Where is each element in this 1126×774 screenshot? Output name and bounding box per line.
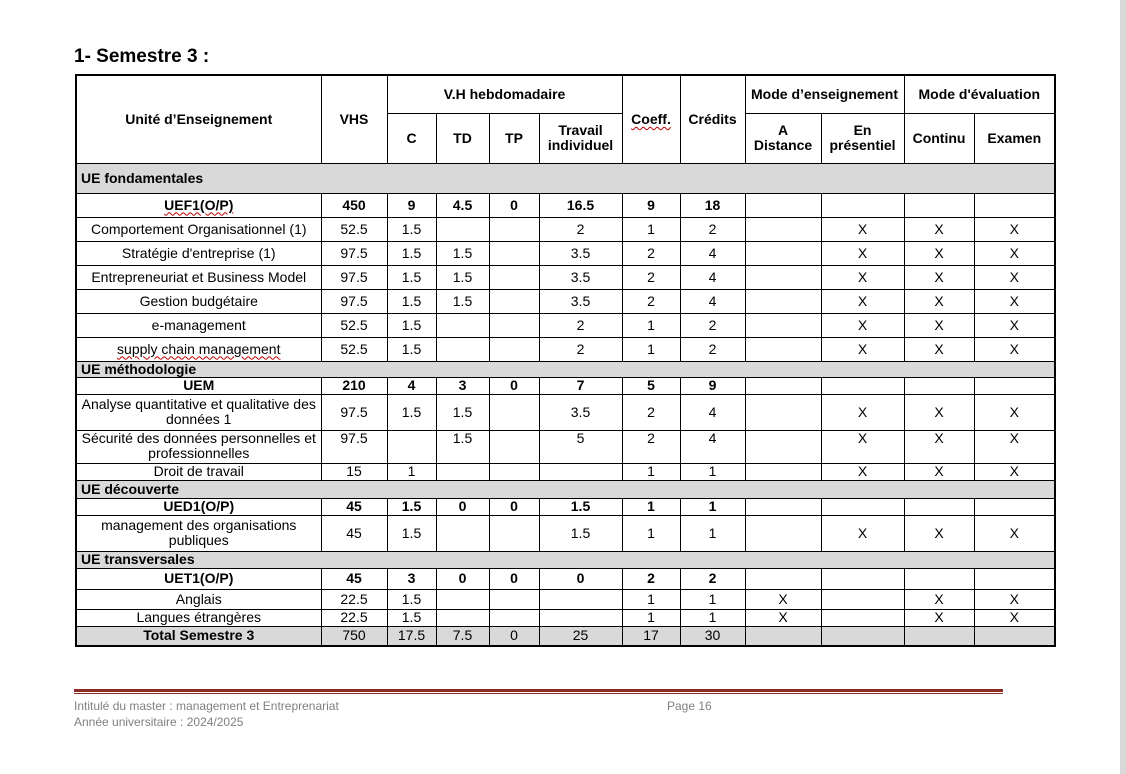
cell-credits: 4: [680, 265, 745, 289]
cell-c: 1.5: [387, 313, 436, 337]
cell-examen: X: [974, 265, 1055, 289]
cell-c: 1.5: [387, 609, 436, 626]
row-label: [76, 193, 321, 217]
row-label: Analyse quantitative et qualitative des données 1: [76, 394, 321, 430]
header-td: TD: [436, 113, 489, 163]
cell-examen: [974, 498, 1055, 515]
cell-credits: 18: [680, 193, 745, 217]
category-row: [76, 361, 1055, 377]
cell-td: [436, 589, 489, 609]
cell-travail: [539, 589, 622, 609]
cell-a-distance: [745, 430, 821, 463]
cell-continu: X: [904, 609, 974, 626]
cell-credits: 1: [680, 589, 745, 609]
cell-vhs: 750: [321, 626, 387, 646]
cell-en-presentiel: X: [821, 430, 904, 463]
cell-en-presentiel: [821, 568, 904, 589]
table-row: [76, 589, 1055, 609]
cell-continu: X: [904, 589, 974, 609]
cell-tp: [489, 313, 539, 337]
cell-td: 1.5: [436, 289, 489, 313]
cell-examen: X: [974, 313, 1055, 337]
cell-a-distance: [745, 498, 821, 515]
cell-credits: 1: [680, 515, 745, 551]
cell-c: 4: [387, 377, 436, 394]
cell-vhs: 52.5: [321, 217, 387, 241]
category-row: [76, 480, 1055, 498]
cell-coeff: 5: [622, 377, 680, 394]
cell-tp: 0: [489, 568, 539, 589]
cell-travail: 1.5: [539, 515, 622, 551]
cell-continu: X: [904, 515, 974, 551]
cell-continu: X: [904, 337, 974, 361]
cell-travail: [539, 609, 622, 626]
cell-tp: 0: [489, 193, 539, 217]
cell-td: 1.5: [436, 394, 489, 430]
cell-td: 1.5: [436, 241, 489, 265]
cell-examen: X: [974, 217, 1055, 241]
cell-td: [436, 337, 489, 361]
category-label: UE découverte: [76, 480, 1055, 498]
header-vh-hebdo: V.H hebdomadaire: [387, 75, 622, 113]
cell-coeff: 2: [622, 568, 680, 589]
cell-vhs: 52.5: [321, 337, 387, 361]
cell-vhs: 22.5: [321, 589, 387, 609]
cell-tp: [489, 430, 539, 463]
header-examen: Examen: [974, 113, 1055, 163]
cell-travail: [539, 463, 622, 480]
cell-credits: 1: [680, 498, 745, 515]
table-row: [76, 498, 1055, 515]
cell-tp: [489, 394, 539, 430]
header-credits: Crédits: [680, 75, 745, 163]
footer-academic-year: Année universitaire : 2024/2025: [74, 715, 244, 729]
cell-td: 7.5: [436, 626, 489, 646]
cell-coeff: 1: [622, 337, 680, 361]
cell-c: 3: [387, 568, 436, 589]
header-tp: TP: [489, 113, 539, 163]
cell-tp: 0: [489, 498, 539, 515]
total-row: [76, 626, 1055, 646]
row-label: Stratégie d'entreprise (1): [76, 241, 321, 265]
cell-continu: X: [904, 463, 974, 480]
cell-credits: 2: [680, 337, 745, 361]
table-body: [76, 163, 1055, 646]
cell-a-distance: X: [745, 609, 821, 626]
cell-credits: 4: [680, 289, 745, 313]
cell-travail: 1.5: [539, 498, 622, 515]
row-label-text: UEF1(O/P): [164, 196, 234, 213]
cell-examen: [974, 626, 1055, 646]
footer-page-number: Page 16: [667, 699, 712, 713]
cell-travail: 5: [539, 430, 622, 463]
cell-en-presentiel: X: [821, 337, 904, 361]
category-label: UE méthodologie: [76, 361, 1055, 377]
header-coeff: [622, 75, 680, 163]
cell-examen: X: [974, 515, 1055, 551]
row-label: Droit de travail: [76, 463, 321, 480]
cell-continu: [904, 568, 974, 589]
cell-td: 4.5: [436, 193, 489, 217]
cell-continu: X: [904, 265, 974, 289]
row-label: Anglais: [76, 589, 321, 609]
table-row: [76, 609, 1055, 626]
cell-coeff: 9: [622, 193, 680, 217]
semester-table: [75, 74, 1056, 647]
cell-a-distance: [745, 241, 821, 265]
cell-coeff: 17: [622, 626, 680, 646]
table-row: [76, 241, 1055, 265]
cell-vhs: 15: [321, 463, 387, 480]
header-continu: Continu: [904, 113, 974, 163]
cell-a-distance: [745, 265, 821, 289]
row-label: Comportement Organisationnel (1): [76, 217, 321, 241]
cell-c: 1.5: [387, 394, 436, 430]
cell-continu: X: [904, 394, 974, 430]
cell-vhs: 97.5: [321, 241, 387, 265]
cell-continu: [904, 498, 974, 515]
cell-examen: X: [974, 589, 1055, 609]
cell-a-distance: [745, 626, 821, 646]
table-row: [76, 217, 1055, 241]
table-row: [76, 193, 1055, 217]
cell-coeff: 1: [622, 515, 680, 551]
cell-tp: [489, 241, 539, 265]
cell-vhs: 450: [321, 193, 387, 217]
cell-continu: [904, 193, 974, 217]
category-row: [76, 163, 1055, 193]
page-edge: [1120, 0, 1126, 774]
cell-coeff: 1: [622, 498, 680, 515]
cell-travail: 7: [539, 377, 622, 394]
cell-a-distance: [745, 463, 821, 480]
cell-en-presentiel: [821, 626, 904, 646]
cell-en-presentiel: X: [821, 265, 904, 289]
cell-vhs: 22.5: [321, 609, 387, 626]
cell-coeff: 1: [622, 463, 680, 480]
cell-en-presentiel: X: [821, 217, 904, 241]
cell-tp: [489, 337, 539, 361]
row-label: Gestion budgétaire: [76, 289, 321, 313]
cell-c: 17.5: [387, 626, 436, 646]
row-label: UET1(O/P): [76, 568, 321, 589]
cell-a-distance: [745, 217, 821, 241]
cell-coeff: 1: [622, 313, 680, 337]
cell-coeff: 2: [622, 289, 680, 313]
row-label: Sécurité des données personnelles et professionnelles: [76, 430, 321, 463]
cell-coeff: 1: [622, 217, 680, 241]
cell-tp: 0: [489, 626, 539, 646]
cell-continu: [904, 377, 974, 394]
cell-c: 9: [387, 193, 436, 217]
cell-a-distance: [745, 289, 821, 313]
cell-en-presentiel: [821, 609, 904, 626]
cell-td: [436, 217, 489, 241]
cell-travail: 25: [539, 626, 622, 646]
cell-a-distance: [745, 394, 821, 430]
cell-continu: X: [904, 289, 974, 313]
cell-en-presentiel: [821, 589, 904, 609]
cell-a-distance: [745, 193, 821, 217]
cell-coeff: 1: [622, 589, 680, 609]
cell-c: 1: [387, 463, 436, 480]
cell-tp: [489, 217, 539, 241]
cell-tp: [489, 463, 539, 480]
cell-travail: 0: [539, 568, 622, 589]
cell-vhs: 45: [321, 568, 387, 589]
cell-td: 0: [436, 498, 489, 515]
cell-tp: [489, 289, 539, 313]
cell-tp: 0: [489, 377, 539, 394]
cell-vhs: 97.5: [321, 265, 387, 289]
row-label: management des organisations publiques: [76, 515, 321, 551]
row-label: Entrepreneuriat et Business Model: [76, 265, 321, 289]
cell-credits: 4: [680, 394, 745, 430]
footer-rule-thin: [74, 693, 1003, 694]
cell-a-distance: X: [745, 589, 821, 609]
table-row: [76, 515, 1055, 551]
category-row: [76, 551, 1055, 568]
category-label: UE transversales: [76, 551, 1055, 568]
cell-examen: [974, 568, 1055, 589]
row-label: [76, 337, 321, 361]
cell-tp: [489, 265, 539, 289]
cell-td: [436, 609, 489, 626]
cell-examen: X: [974, 337, 1055, 361]
cell-coeff: 2: [622, 265, 680, 289]
cell-td: 1.5: [436, 265, 489, 289]
row-label: Langues étrangères: [76, 609, 321, 626]
cell-en-presentiel: X: [821, 463, 904, 480]
cell-continu: X: [904, 241, 974, 265]
cell-c: 1.5: [387, 265, 436, 289]
cell-credits: 1: [680, 609, 745, 626]
cell-examen: X: [974, 430, 1055, 463]
cell-examen: X: [974, 241, 1055, 265]
cell-travail: 3.5: [539, 289, 622, 313]
cell-vhs: 45: [321, 515, 387, 551]
cell-travail: 2: [539, 337, 622, 361]
cell-travail: 2: [539, 313, 622, 337]
cell-travail: 3.5: [539, 394, 622, 430]
cell-continu: [904, 626, 974, 646]
header-coeff-text: Coeff.: [631, 110, 671, 127]
header-mode-enseignement: Mode d’enseignement: [745, 75, 904, 113]
table-row: [76, 377, 1055, 394]
cell-a-distance: [745, 515, 821, 551]
cell-en-presentiel: X: [821, 313, 904, 337]
cell-a-distance: [745, 377, 821, 394]
cell-credits: 4: [680, 241, 745, 265]
row-label: e-management: [76, 313, 321, 337]
footer-master-title: Intitulé du master : management et Entreprenariat: [74, 699, 339, 713]
cell-td: 0: [436, 568, 489, 589]
cell-en-presentiel: X: [821, 289, 904, 313]
cell-credits: 2: [680, 568, 745, 589]
cell-c: 1.5: [387, 515, 436, 551]
cell-coeff: 2: [622, 394, 680, 430]
cell-tp: [489, 515, 539, 551]
cell-examen: X: [974, 463, 1055, 480]
row-label: Total Semestre 3: [76, 626, 321, 646]
cell-c: 1.5: [387, 241, 436, 265]
header-vhs: VHS: [321, 75, 387, 163]
footer-rule: [74, 689, 1003, 692]
cell-credits: 9: [680, 377, 745, 394]
cell-vhs: 45: [321, 498, 387, 515]
cell-td: 1.5: [436, 430, 489, 463]
cell-examen: X: [974, 289, 1055, 313]
category-label: UE fondamentales: [76, 163, 1055, 193]
cell-c: 1.5: [387, 498, 436, 515]
cell-td: [436, 463, 489, 480]
table-row: [76, 289, 1055, 313]
cell-en-presentiel: X: [821, 394, 904, 430]
table-row: [76, 463, 1055, 480]
cell-continu: X: [904, 430, 974, 463]
cell-td: 3: [436, 377, 489, 394]
cell-c: [387, 430, 436, 463]
header-travail: Travail individuel: [539, 113, 622, 163]
cell-coeff: 2: [622, 430, 680, 463]
cell-travail: 2: [539, 217, 622, 241]
header-a-distance: A Distance: [745, 113, 821, 163]
cell-credits: 2: [680, 217, 745, 241]
cell-td: [436, 515, 489, 551]
cell-tp: [489, 609, 539, 626]
section-title: 1- Semestre 3 :: [74, 46, 210, 67]
cell-vhs: 97.5: [321, 394, 387, 430]
cell-vhs: 97.5: [321, 289, 387, 313]
header-unite: Unité d’Enseignement: [76, 75, 321, 163]
cell-en-presentiel: X: [821, 241, 904, 265]
cell-examen: X: [974, 394, 1055, 430]
header-c: C: [387, 113, 436, 163]
cell-td: [436, 313, 489, 337]
cell-continu: X: [904, 313, 974, 337]
cell-credits: 1: [680, 463, 745, 480]
cell-examen: [974, 377, 1055, 394]
row-label: UEM: [76, 377, 321, 394]
header-en-presentiel: En présentiel: [821, 113, 904, 163]
cell-a-distance: [745, 337, 821, 361]
cell-vhs: 97.5: [321, 430, 387, 463]
cell-en-presentiel: [821, 193, 904, 217]
row-label-text: supply chain management: [117, 340, 281, 357]
cell-c: 1.5: [387, 289, 436, 313]
cell-vhs: 52.5: [321, 313, 387, 337]
cell-vhs: 210: [321, 377, 387, 394]
cell-en-presentiel: [821, 498, 904, 515]
table-row: [76, 313, 1055, 337]
cell-en-presentiel: X: [821, 515, 904, 551]
cell-travail: 3.5: [539, 241, 622, 265]
header-mode-evaluation: Mode d'évaluation: [904, 75, 1055, 113]
cell-travail: 3.5: [539, 265, 622, 289]
table-row: [76, 394, 1055, 430]
cell-continu: X: [904, 217, 974, 241]
cell-examen: [974, 193, 1055, 217]
cell-en-presentiel: [821, 377, 904, 394]
cell-travail: 16.5: [539, 193, 622, 217]
table-row: [76, 568, 1055, 589]
table-row: [76, 430, 1055, 463]
cell-tp: [489, 589, 539, 609]
cell-a-distance: [745, 313, 821, 337]
table-row: [76, 265, 1055, 289]
cell-credits: 30: [680, 626, 745, 646]
table-row: [76, 337, 1055, 361]
cell-credits: 2: [680, 313, 745, 337]
table-header: [76, 75, 1055, 163]
cell-a-distance: [745, 568, 821, 589]
row-label: UED1(O/P): [76, 498, 321, 515]
cell-c: 1.5: [387, 337, 436, 361]
cell-coeff: 2: [622, 241, 680, 265]
cell-coeff: 1: [622, 609, 680, 626]
cell-c: 1.5: [387, 217, 436, 241]
cell-c: 1.5: [387, 589, 436, 609]
cell-examen: X: [974, 609, 1055, 626]
cell-credits: 4: [680, 430, 745, 463]
